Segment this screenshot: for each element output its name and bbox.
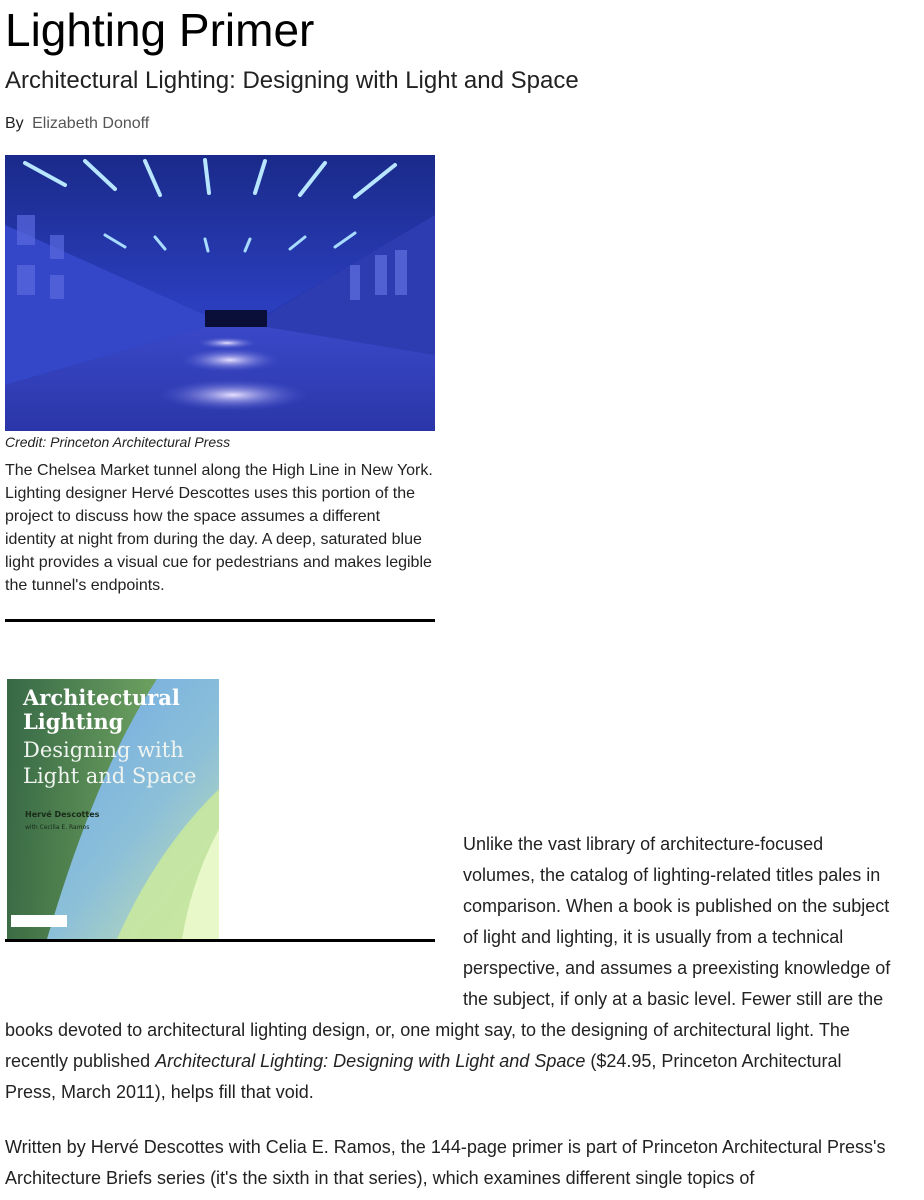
cover-title-line1: Architectural bbox=[23, 685, 180, 710]
divider bbox=[5, 939, 435, 942]
book-title: Architectural Lighting: Designing with Light and Space bbox=[155, 1051, 586, 1071]
cover-author: Hervé Descottes bbox=[25, 810, 100, 819]
page-title: Lighting Primer bbox=[5, 4, 315, 56]
cover-subtitle-line1: Designing with bbox=[23, 738, 184, 762]
cover-title-line2: Lighting bbox=[23, 709, 124, 734]
cover-coauthor: with Cecilia E. Ramos bbox=[25, 824, 90, 831]
article-body bbox=[5, 679, 895, 1194]
paragraph: Written by Hervé Descottes with Celia E. Ramos, the 144-page primer is part of Princeton Architectural Press's Architecture Briefs series (it's the sixth in that series), which examines different single topics of bbox=[5, 1137, 886, 1188]
tunnel-photo bbox=[5, 155, 435, 431]
byline bbox=[5, 114, 895, 134]
tunnel-figure bbox=[5, 155, 435, 622]
paragraph: Unlike the vast library of architecture-focused volumes, the catalog of lighting-related titles pales in comparison. When a book is published on the subject of light and lighting, it is usually from a technical perspective, and assumes a preexisting knowledge of the subject, if only at a basic level. Fewer still are the books devoted to architectural lighting design, or, one might say, to the designing of architectural light. The recently published Architectural Lighting: Designing with Light and Space ($24.95, Princeton Architectural Press, March 2011), helps fill that void. bbox=[5, 834, 891, 1102]
cover-subtitle-line2: Light and Space bbox=[23, 764, 197, 788]
photo-credit: Credit: Princeton Architectural Press bbox=[5, 434, 231, 450]
by-label: By bbox=[5, 115, 24, 132]
book-figure bbox=[5, 679, 435, 1009]
author-link[interactable]: Elizabeth Donoff bbox=[32, 115, 150, 132]
photo-caption: The Chelsea Market tunnel along the High Line in New York. Lighting designer Hervé Descottes uses this portion of the project to discuss how the space assumes a different identity at night from during the day. A deep, saturated blue light provides a visual cue for pedestrians and makes legible the tunnel's endpoints. bbox=[5, 462, 433, 594]
page-subtitle: Architectural Lighting: Designing with Light and Space bbox=[5, 67, 579, 94]
book-cover-image bbox=[7, 679, 219, 939]
divider bbox=[5, 619, 435, 622]
